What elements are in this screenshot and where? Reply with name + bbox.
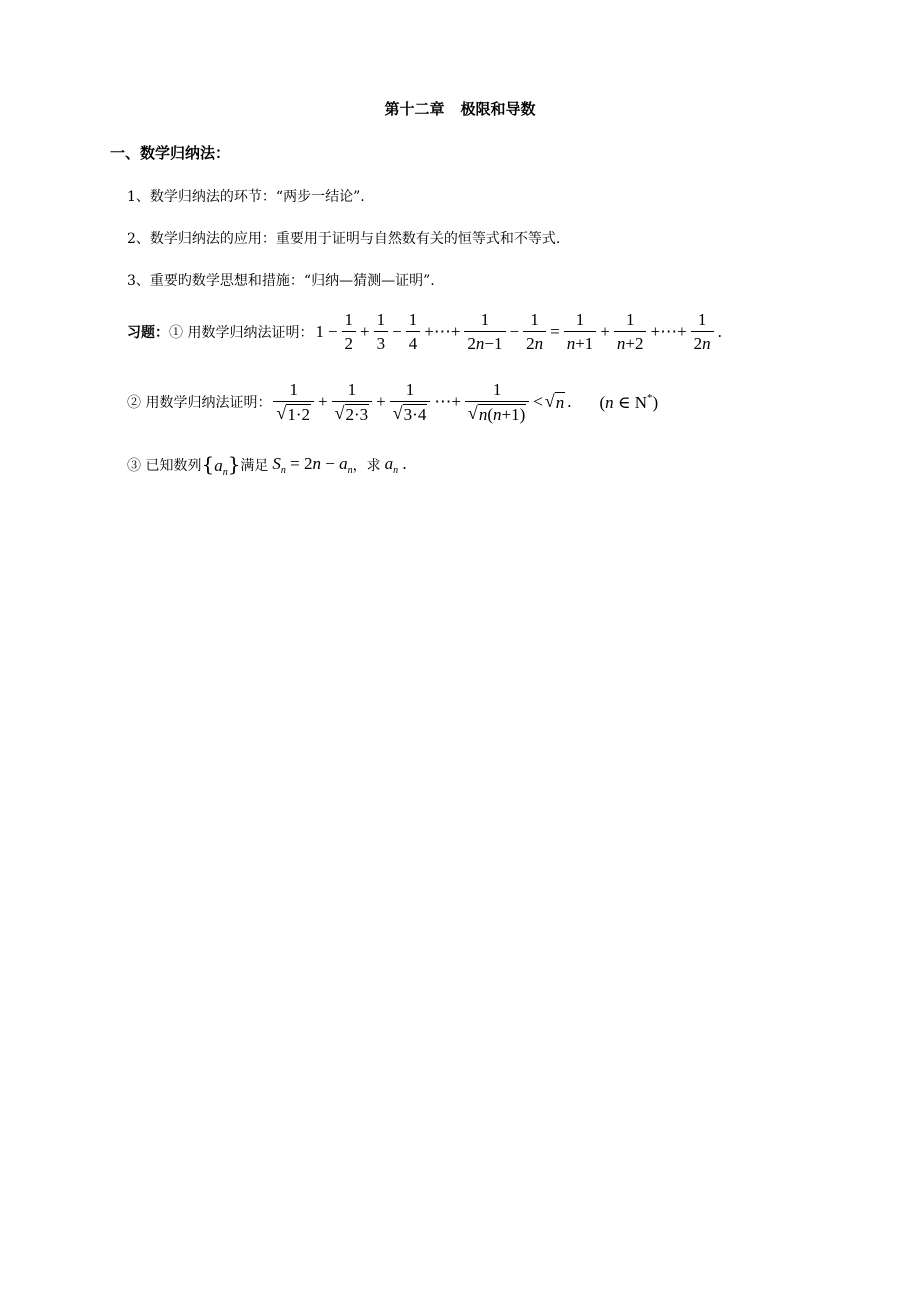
point-3: 3、重要旳数学思想和措施：“归纳—猜测—证明”. bbox=[127, 273, 435, 289]
section-heading: 一、数学归纳法： bbox=[110, 144, 231, 162]
exercise-1-formula: 1 − $\frac{1}{2}$ + $\frac{1}{3}$ − $\frac{1}{4}$ +⋯+ $\frac{1}{2n-1}$ − $\frac{1}{2n}$ = $\frac{1}{n+1}$ + $\frac{1}{n+2}$ +⋯+ $\frac{1}{2n}$ . bbox=[315, 310, 722, 353]
exercise-1-prefix: ① 用数学归纳法证明： bbox=[169, 324, 314, 341]
exercise-2-formula: 1 √ 1·2 + 1 √ 2·3 + 1 √ 3·4 ⋯+ 1 √ n(n+1) < √ n . (n ∈ N*) bbox=[271, 380, 660, 424]
chapter-number: 第十二章 bbox=[384, 100, 445, 118]
exercise-3 bbox=[127, 452, 407, 478]
exercise-2-prefix: ② 用数学归纳法证明： bbox=[127, 395, 272, 411]
exercise-2 bbox=[127, 380, 660, 424]
exercise-label: 习题： bbox=[127, 324, 169, 341]
exercise-3-target: $a_n$ . bbox=[384, 454, 407, 476]
point-2: 2、数学归纳法的应用：重要用于证明与自然数有关的恒等式和不等式. bbox=[127, 231, 561, 247]
sequence-notation: $\{a_n\}$ bbox=[201, 452, 241, 478]
chapter-title bbox=[0, 98, 920, 119]
exercise-3-prefix: ③ 已知数列 bbox=[127, 458, 202, 474]
exercise-3-formula: $S_n = 2n - a_n$ bbox=[272, 454, 353, 476]
exercise-1 bbox=[127, 310, 724, 353]
chapter-name: 极限和导数 bbox=[460, 100, 536, 118]
exercise-3-mid: 满足 bbox=[240, 458, 269, 474]
point-1: 1、数学归纳法的环节：“两步一结论”. bbox=[127, 189, 365, 205]
exercise-3-comma: ，求 bbox=[352, 458, 381, 474]
